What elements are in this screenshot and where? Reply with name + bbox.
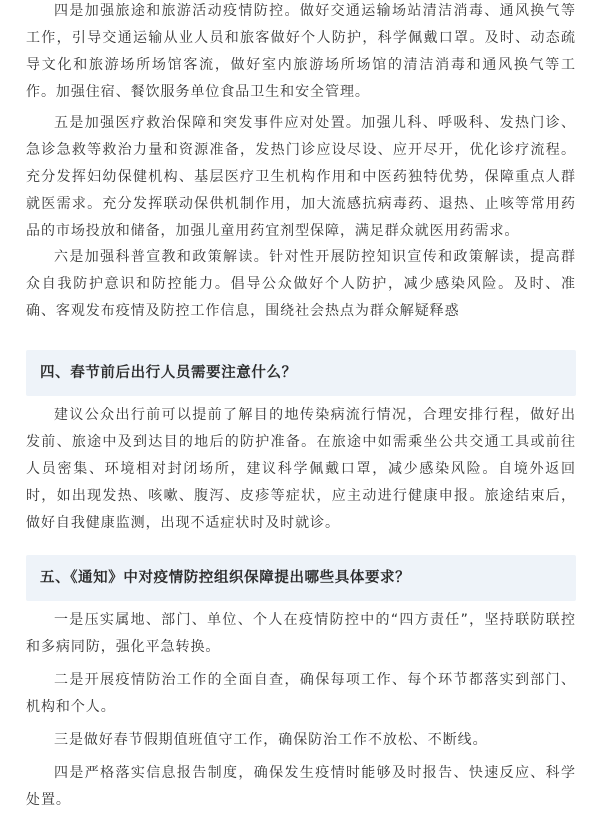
section-heading-5 xyxy=(26,555,576,601)
paragraph-self-inspection: 二是开展疫情防治工作的全面自查，确保每项工作、每个环节都落实到部门、机构和个人。 xyxy=(26,672,576,715)
paragraph-four-responsibilities: 一是压实属地、部门、单位、个人在疫情防控中的“四方责任”，坚持联防联控和多病同防，强化平急转换。 xyxy=(26,612,576,655)
paragraph-science-education: 六是加强科普宣教和政策解读。针对性开展防控知识宣传和政策解读，提高群众自我防护意识和防控能力。倡导公众做好个人防护，减少感染风险。及时、准确、客观发布疫情及防控工作信息，围绕社会热点为群众解疑释惑 xyxy=(26,249,576,319)
paragraph-travel-advice: 建议公众出行前可以提前了解目的地传染病流行情况，合理安排行程，做好出发前、旅途中及到达目的地后的防护准备。在旅途中如需乘坐公共交通工具或前往人员密集、环境相对封闭场所，建议科学佩戴口罩，减少感染风险。自境外返回时，如出现发热、咳嗽、腹泻、皮疹等症状，应主动进行健康申报。旅途结束后，做好自我健康监测，出现不适症状时及时就诊。 xyxy=(26,407,576,531)
section-heading-4 xyxy=(26,350,576,396)
section-heading-5-text: 五、《通知》中对疫情防控组织保障提出哪些具体要求？ xyxy=(40,570,411,586)
paragraph-info-reporting: 四是严格落实信息报告制度，确保发生疫情时能够及时报告、快速反应、科学处置。 xyxy=(26,765,576,808)
paragraph-travel-control: 四是加强旅途和旅游活动疫情防控。做好交通运输场站清洁消毒、通风换气等工作，引导交通运输从业人员和旅客做好个人防护，科学佩戴口罩。及时、动态疏导文化和旅游场所场馆客流，做好室内旅游场所场馆的清洁消毒和通风换气等工作。加强住宿、餐饮服务单位食品卫生和安全管理。 xyxy=(26,3,576,100)
paragraph-medical-treatment: 五是加强医疗救治保障和突发事件应对处置。加强儿科、呼吸科、发热门诊、急诊急救等救治力量和资源准备，发热门诊应设尽设、应开尽开，优化诊疗流程。充分发挥妇幼保健机构、基层医疗卫生机构作用和中医药独特优势，保障重点人群就医需求。充分发挥联动保供机制作用，加大流感抗病毒药、退热、止咳等常用药品的市场投放和储备，加强儿童用药宜剂型保障，满足群众就医用药需求。 xyxy=(26,115,576,239)
paragraph-holiday-duty: 三是做好春节假期值班值守工作，确保防治工作不放松、不断线。 xyxy=(54,732,488,748)
section-heading-4-text: 四、春节前后出行人员需要注意什么？ xyxy=(40,365,297,381)
